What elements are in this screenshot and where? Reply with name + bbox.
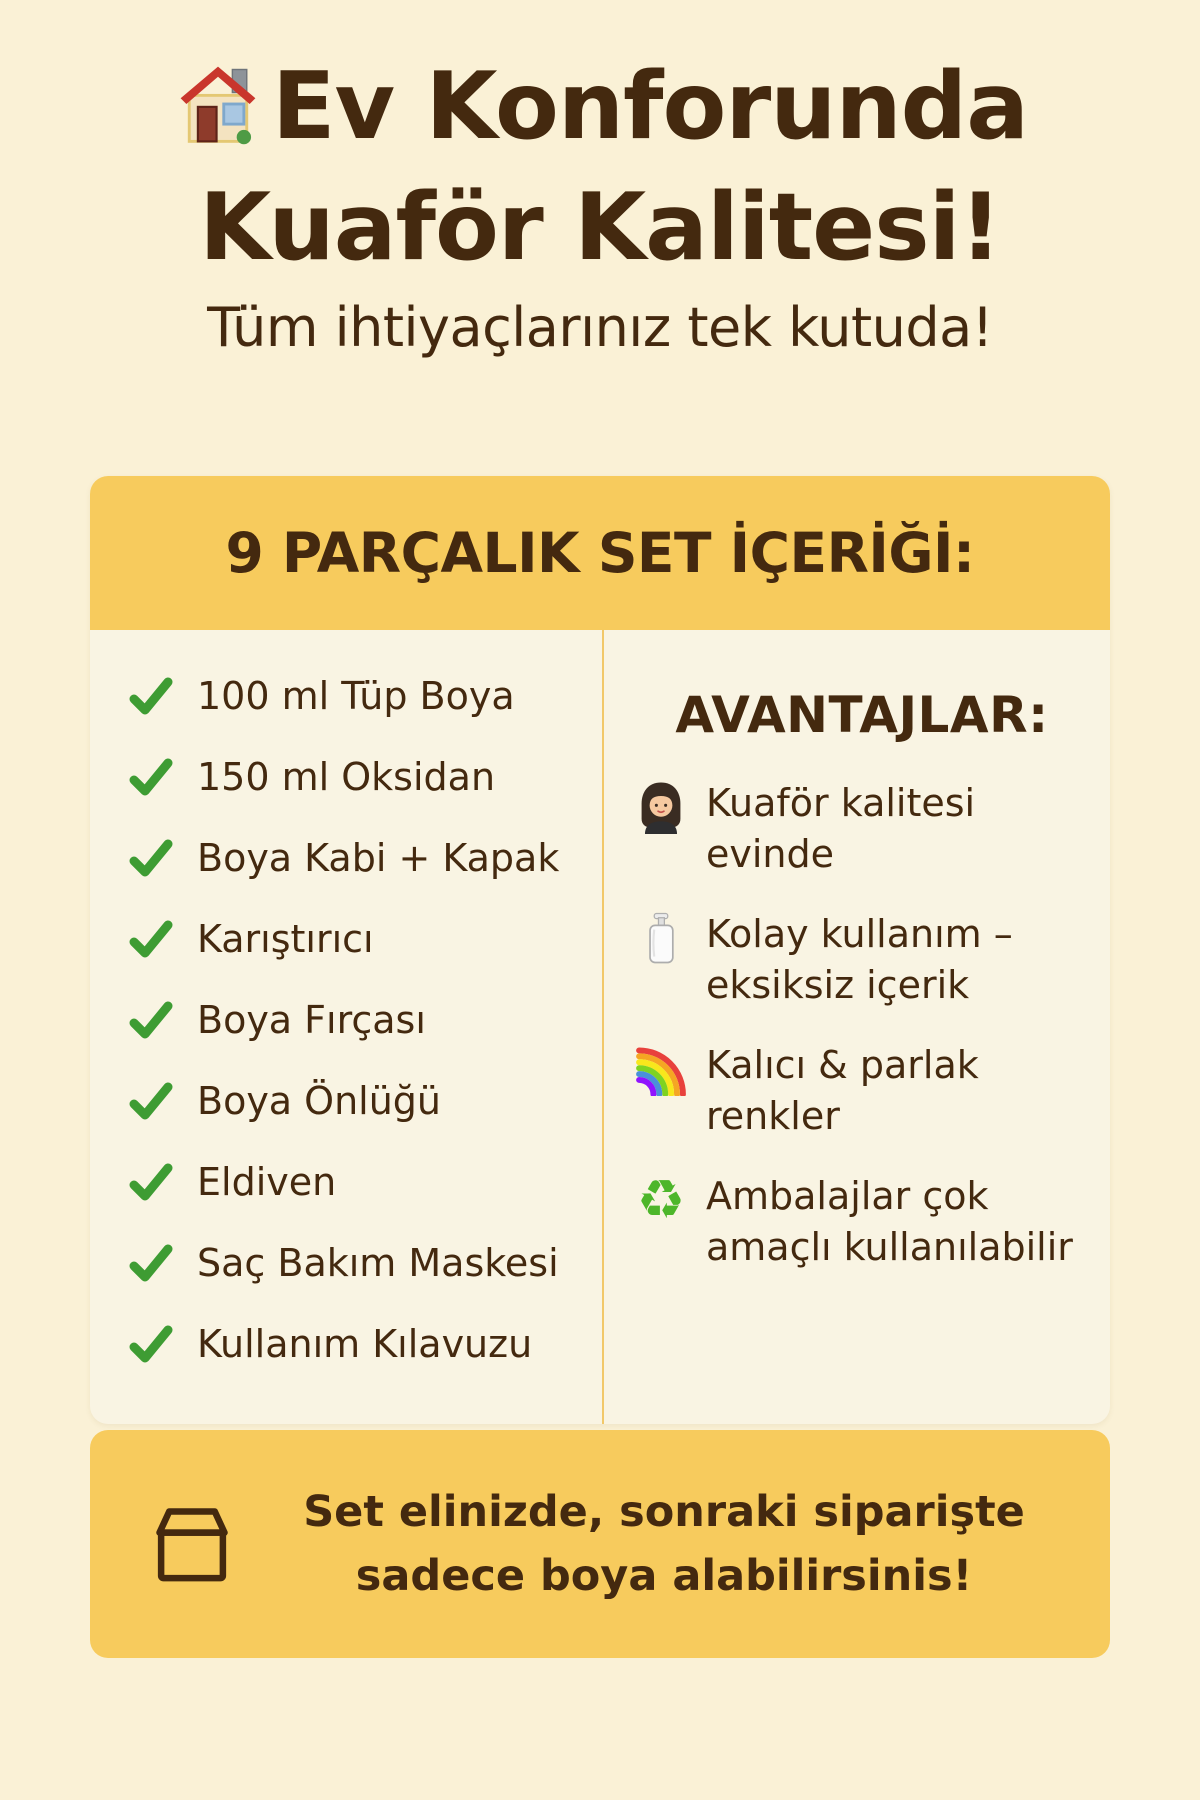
list-item-label: Saç Bakım Maskesi [197, 1241, 559, 1285]
check-icon [128, 673, 174, 719]
advantage-text: Kuaför kalitesi evinde [706, 781, 976, 876]
house-icon [172, 58, 264, 173]
rainbow-icon [634, 1042, 688, 1096]
list-item-label: 100 ml Tüp Boya [197, 674, 515, 718]
advantages-heading: AVANTAJLAR: [675, 686, 1049, 744]
footer-line1: Set elinizde, sonraki siparişte [303, 1486, 1025, 1537]
list-item [128, 1081, 602, 1121]
recycle-icon: ♻ [636, 1168, 686, 1232]
set-card-header: 9 PARÇALIK SET İÇERİĞİ: [90, 476, 1110, 630]
list-item [128, 1162, 602, 1202]
check-icon [128, 997, 174, 1043]
page-subtitle: Tüm ihtiyaçlarınız tek kutuda! [207, 296, 993, 359]
list-item [128, 838, 602, 878]
advantage-text: Ambalajlar çok amaçlı kullanılabilir [706, 1174, 1073, 1269]
footer-banner-text [244, 1480, 1110, 1609]
title-line2: Kuaför Kalitesi! [199, 172, 1001, 281]
check-icon [128, 754, 174, 800]
list-item-label: Eldiven [197, 1160, 337, 1204]
footer-banner [90, 1430, 1110, 1658]
set-contents-card [90, 476, 1110, 1424]
check-icon [128, 1240, 174, 1286]
woman-icon [634, 780, 688, 834]
set-card-body [90, 630, 1110, 1424]
advantage-text: Kalıcı & parlak renkler [706, 1043, 979, 1138]
advantage-item [634, 1040, 1090, 1141]
list-item [128, 1243, 602, 1283]
check-icon [128, 1159, 174, 1205]
advantage-item [634, 909, 1090, 1010]
advantages-column [602, 630, 1110, 1424]
title-line1: Ev Konforunda [271, 52, 1029, 160]
lotion-bottle-icon [634, 911, 688, 965]
list-item-label: Karıştırıcı [197, 917, 374, 961]
page-title [0, 52, 1200, 282]
list-item-label: Kullanım Kılavuzu [197, 1322, 533, 1366]
list-item [128, 676, 602, 716]
set-items-column [90, 630, 602, 1424]
list-item-label: Boya Kabi + Kapak [197, 836, 560, 880]
list-item-label: 150 ml Oksidan [197, 755, 496, 799]
advantage-text: Kolay kullanım – eksiksiz içerik [706, 912, 1013, 1007]
advantage-item [634, 778, 1090, 879]
list-item [128, 757, 602, 797]
list-item [128, 1000, 602, 1040]
list-item [128, 1324, 602, 1364]
check-icon [128, 1078, 174, 1124]
list-item-label: Boya Fırçası [197, 998, 426, 1042]
advantage-item [634, 1168, 1090, 1272]
footer-line2: sadece boya alabilirsinis! [355, 1551, 973, 1601]
check-icon [128, 1321, 174, 1367]
check-icon [128, 916, 174, 962]
list-item [128, 919, 602, 959]
list-item-label: Boya Önlüğü [197, 1079, 442, 1123]
check-icon [128, 835, 174, 881]
box-icon [140, 1492, 244, 1596]
